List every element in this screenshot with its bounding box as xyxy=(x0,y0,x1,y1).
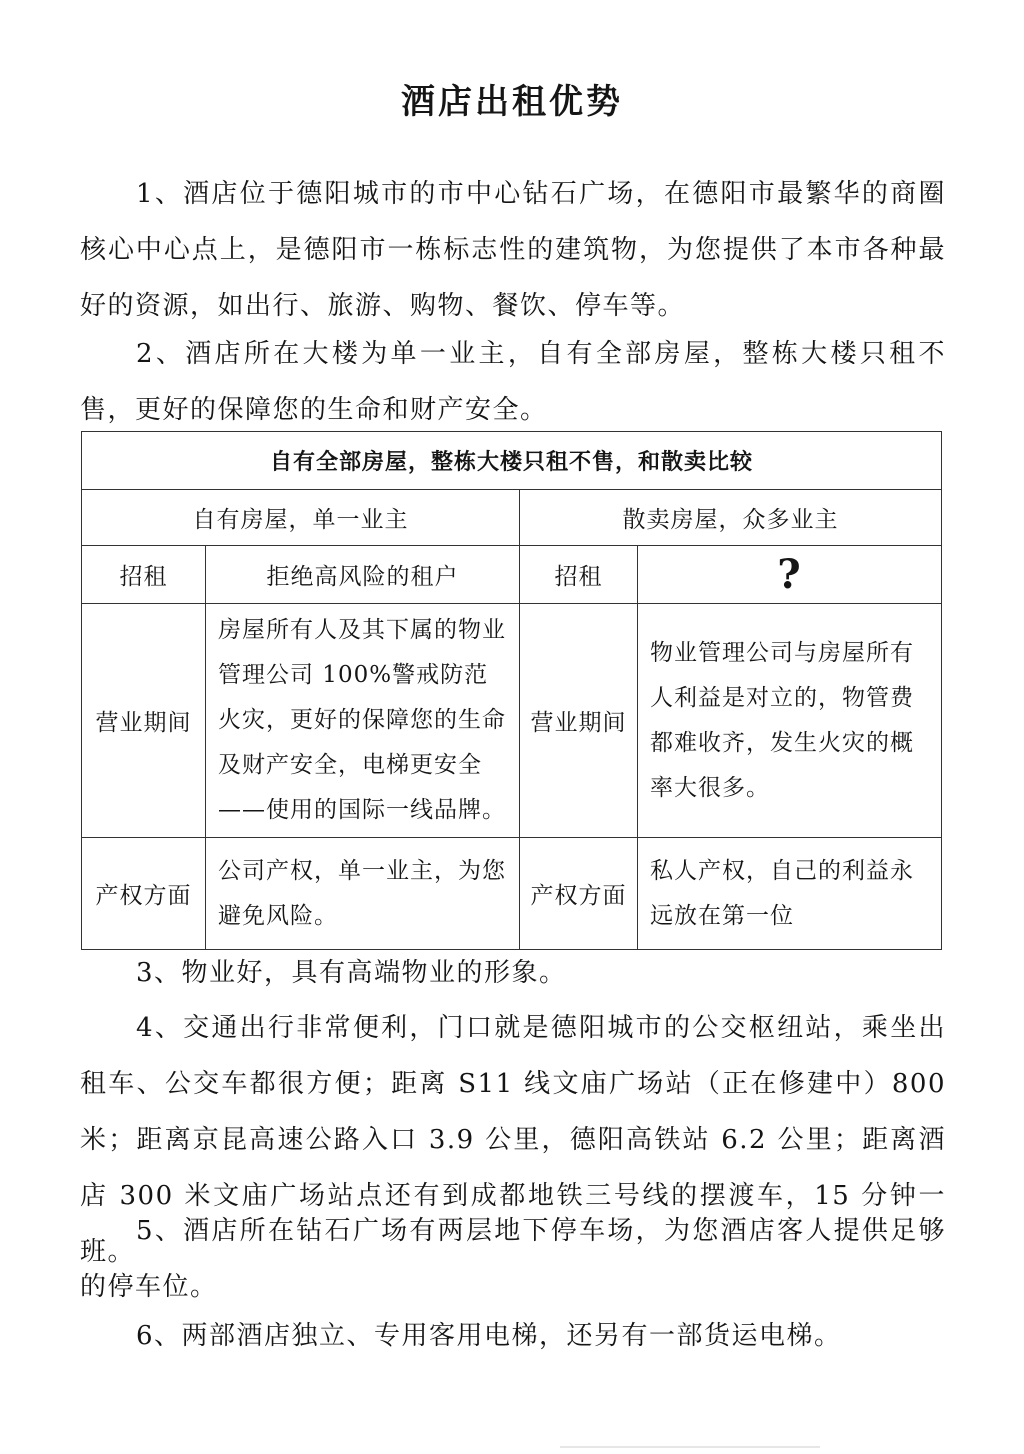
row-label: 营业期间 xyxy=(82,604,206,838)
table-row xyxy=(82,604,942,838)
paragraph-4: 4、交通出行非常便利，门口就是德阳城市的公交枢纽站，乘坐出租车、公交车都很方便；距离 S11 线文庙广场站（正在修建中）800米；距离京昆高速公路入口 3.9 公里，德阳高铁站 6.2 公里；距离酒店 300 米文庙广场站点还有到成都地铁三号线的摆渡车，15 分钟一班。 xyxy=(80,1013,946,1267)
table-cell: 公司产权，单一业主，为您避免风险。 xyxy=(206,838,520,950)
paragraph-3: 3、物业好，具有高端物业的形象。 xyxy=(136,958,567,988)
table-cell: 拒绝高风险的租户 xyxy=(206,546,520,604)
table-subheading-row xyxy=(82,490,942,546)
table-cell: 物业管理公司与房屋所有人利益是对立的，物管费都难收齐，发生火灾的概率大很多。 xyxy=(638,604,942,838)
paragraph-6: 6、两部酒店独立、专用客用电梯，还另有一部货运电梯。 xyxy=(136,1321,842,1351)
table-row xyxy=(82,838,942,950)
scan-artifact xyxy=(560,1446,820,1448)
table-heading-row xyxy=(82,432,942,490)
table-cell: 房屋所有人及其下属的物业管理公司 100%警戒防范火灾，更好的保障您的生命及财产安全，电梯更安全——使用的国际一线品牌。 xyxy=(206,604,520,838)
comparison-table xyxy=(81,431,942,950)
row-label: 招租 xyxy=(520,546,638,604)
paragraph-1: 1、酒店位于德阳城市的市中心钻石广场，在德阳市最繁华的商圈核心中心点上，是德阳市一栋标志性的建筑物，为您提供了本市各种最好的资源，如出行、旅游、购物、餐饮、停车等。 xyxy=(80,179,946,321)
left-column-heading: 自有房屋，单一业主 xyxy=(82,490,520,546)
table-cell: 私人产权，自己的利益永远放在第一位 xyxy=(638,838,942,950)
table-row xyxy=(82,546,942,604)
row-label: 产权方面 xyxy=(520,838,638,950)
question-mark: ? xyxy=(638,546,942,604)
row-label: 招租 xyxy=(82,546,206,604)
paragraph-5: 5、酒店所在钻石广场有两层地下停车场，为您酒店客人提供足够的停车位。 xyxy=(80,1216,946,1302)
table-heading: 自有全部房屋，整栋大楼只租不售，和散卖比较 xyxy=(82,432,942,490)
row-label: 营业期间 xyxy=(520,604,638,838)
paragraph-2: 2、酒店所在大楼为单一业主，自有全部房屋，整栋大楼只租不售，更好的保障您的生命和财产安全。 xyxy=(80,339,946,425)
right-column-heading: 散卖房屋，众多业主 xyxy=(520,490,942,546)
page-title: 酒店出租优势 xyxy=(401,82,623,122)
row-label: 产权方面 xyxy=(82,838,206,950)
